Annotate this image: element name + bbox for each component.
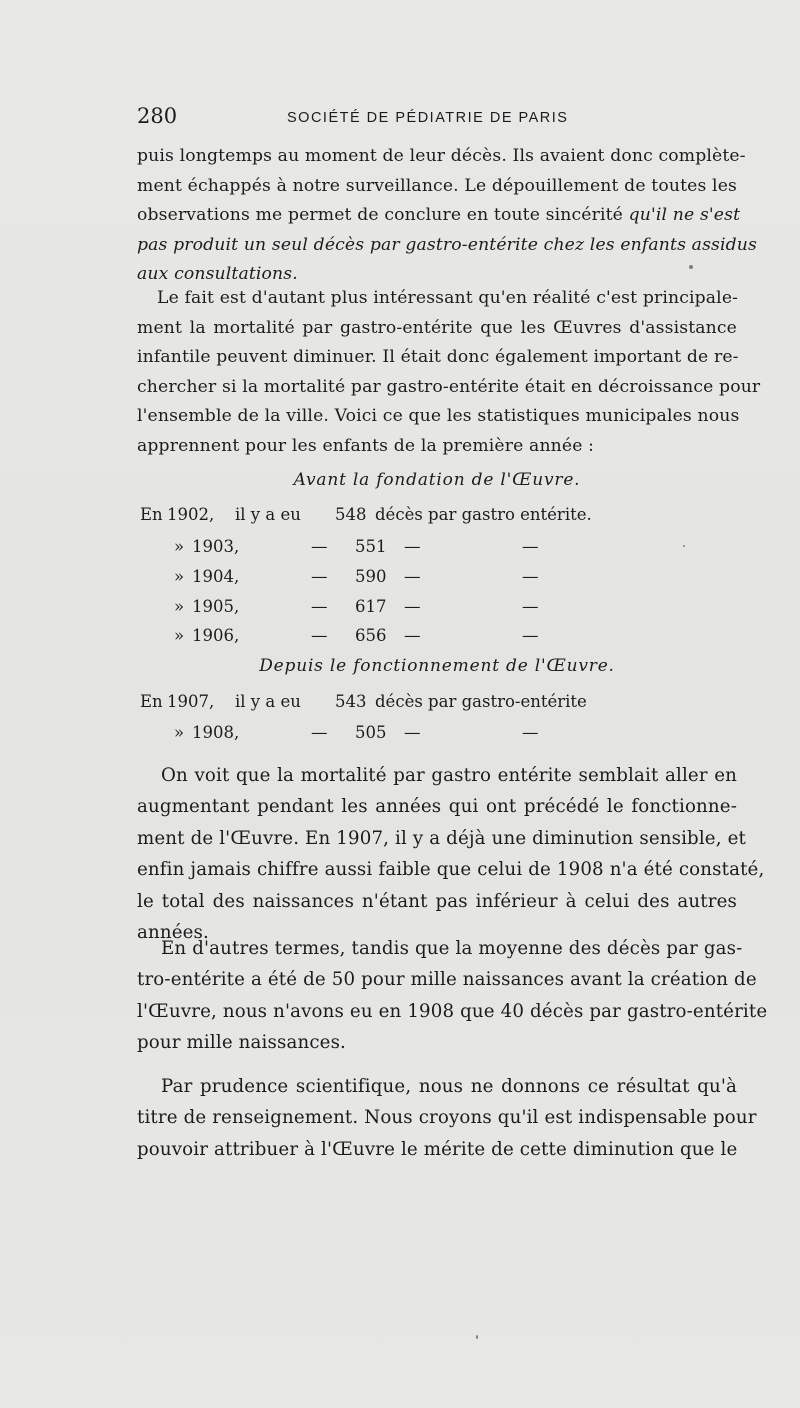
ditto-dash: — [311,597,328,616]
ink-speck [476,1335,478,1339]
ditto-mark: » [174,723,185,742]
text-line: apprennent pour les enfants de la première année : [137,435,595,456]
paragraph-3 [137,760,765,948]
text-line: Par prudence scientifique, nous ne donnons ce résultat qu'à [161,1076,737,1097]
ditto-dash: — [522,597,539,616]
row-count: 656 [355,626,387,645]
stat-row-1907 [140,692,740,722]
ditto-dash: — [404,567,421,586]
ditto-mark: » [174,597,185,616]
section-heading-before: Avant la fondation de l'Œuvre. [293,470,581,490]
row-count: 548 [335,505,367,524]
paragraph-1 [137,142,757,290]
row-year: 1905, [192,597,240,616]
section-heading-after: Depuis le fonctionnement de l'Œuvre. [259,656,615,676]
ditto-mark: » [174,626,185,645]
page-number: 280 [137,104,178,128]
row-verb: il y a eu [235,505,301,524]
row-year: 1902, [167,505,215,524]
ditto-dash: — [522,626,539,645]
text-line: titre de renseignement. Nous croyons qu'il est indispensable pour [137,1107,757,1129]
text-line: l'Œuvre, nous n'avons eu en 1908 que 40 décès par gastro-entérite [137,1000,768,1022]
paragraph-5 [137,1071,757,1165]
ink-speck [689,265,693,269]
text-line: tro-entérite a été de 50 pour mille naissances avant la création de [137,969,757,991]
text-line: infantile peuvent diminuer. Il était donc également important de re- [137,347,739,368]
text-line: années. [137,922,209,944]
row-year: 1907, [167,692,215,711]
paragraph-4 [137,933,768,1059]
ditto-dash: — [522,537,539,556]
row-count: 551 [355,537,387,556]
text-line: On voit que la mortalité par gastro entérite semblait aller en [161,765,737,786]
text-line: aux consultations. [137,264,298,285]
row-verb: il y a eu [235,692,301,711]
text-line: En d'autres termes, tandis que la moyenne des décès par gas- [161,938,743,959]
text-line: ment de l'Œuvre. En 1907, il y a déjà une diminution sensible, et [137,827,746,849]
page-header [137,104,737,136]
ditto-mark: » [174,567,185,586]
ditto-dash: — [311,626,328,645]
ditto-dash: — [404,597,421,616]
ditto-dash: — [522,567,539,586]
ditto-dash: — [404,537,421,556]
row-suffix: décès par gastro entérite. [375,505,592,524]
running-head: SOCIÉTÉ DE PÉDIATRIE DE PARIS [287,110,569,126]
ditto-dash: — [404,723,421,742]
text-line: le total des naissances n'étant pas inférieur à celui des autres [137,890,737,912]
text-line: l'ensemble de la ville. Voici ce que les statistiques municipales nous [137,406,740,427]
text-line: Le fait est d'autant plus intéressant qu'en réalité c'est principale- [157,288,739,308]
stat-row-1903 [140,537,740,567]
text-line: enfin jamais chiffre aussi faible que celui de 1908 n'a été constaté, [137,859,765,881]
row-prefix: En [140,505,163,524]
row-year: 1903, [192,537,240,556]
stat-row-1902 [140,505,740,535]
row-count: 543 [335,692,367,711]
ditto-dash: — [311,567,328,586]
ink-speck [683,545,685,547]
row-count: 590 [355,567,387,586]
text-line: pouvoir attribuer à l'Œuvre le mérite de cette diminution que le [137,1138,738,1160]
row-count: 505 [355,723,387,742]
text-line: pour mille naissances. [137,1032,346,1054]
text-line: puis longtemps au moment de leur décès. Ils avaient donc complète- [137,146,746,166]
row-year: 1904, [192,567,240,586]
stat-row-1904 [140,567,740,597]
ditto-dash: — [404,626,421,645]
text-line: ment échappés à notre surveillance. Le dépouillement de toutes les [137,175,737,196]
row-prefix: En [140,692,163,711]
ditto-dash: — [311,537,328,556]
text-line: chercher si la mortalité par gastro-entérite était en décroissance pour [137,376,761,397]
text-line: augmentant pendant les années qui ont précédé le fonctionne- [137,796,737,818]
ditto-mark: » [174,537,185,556]
row-year: 1906, [192,626,240,645]
stat-row-1906 [140,626,740,656]
stat-row-1905 [140,597,740,627]
row-suffix: décès par gastro-entérite [375,692,587,711]
ditto-dash: — [311,723,328,742]
text-line: pas produit un seul décès par gastro-entérite chez les enfants assidus [137,234,757,255]
row-count: 617 [355,597,387,616]
text-line: observations me permet de conclure en toute sincérité qu'il ne s'est [137,205,741,226]
ditto-dash: — [522,723,539,742]
text-line: ment la mortalité par gastro-entérite que les Œuvres d'assistance [137,317,737,338]
stat-row-1908 [140,723,740,753]
row-year: 1908, [192,723,240,742]
paragraph-2 [137,284,761,462]
